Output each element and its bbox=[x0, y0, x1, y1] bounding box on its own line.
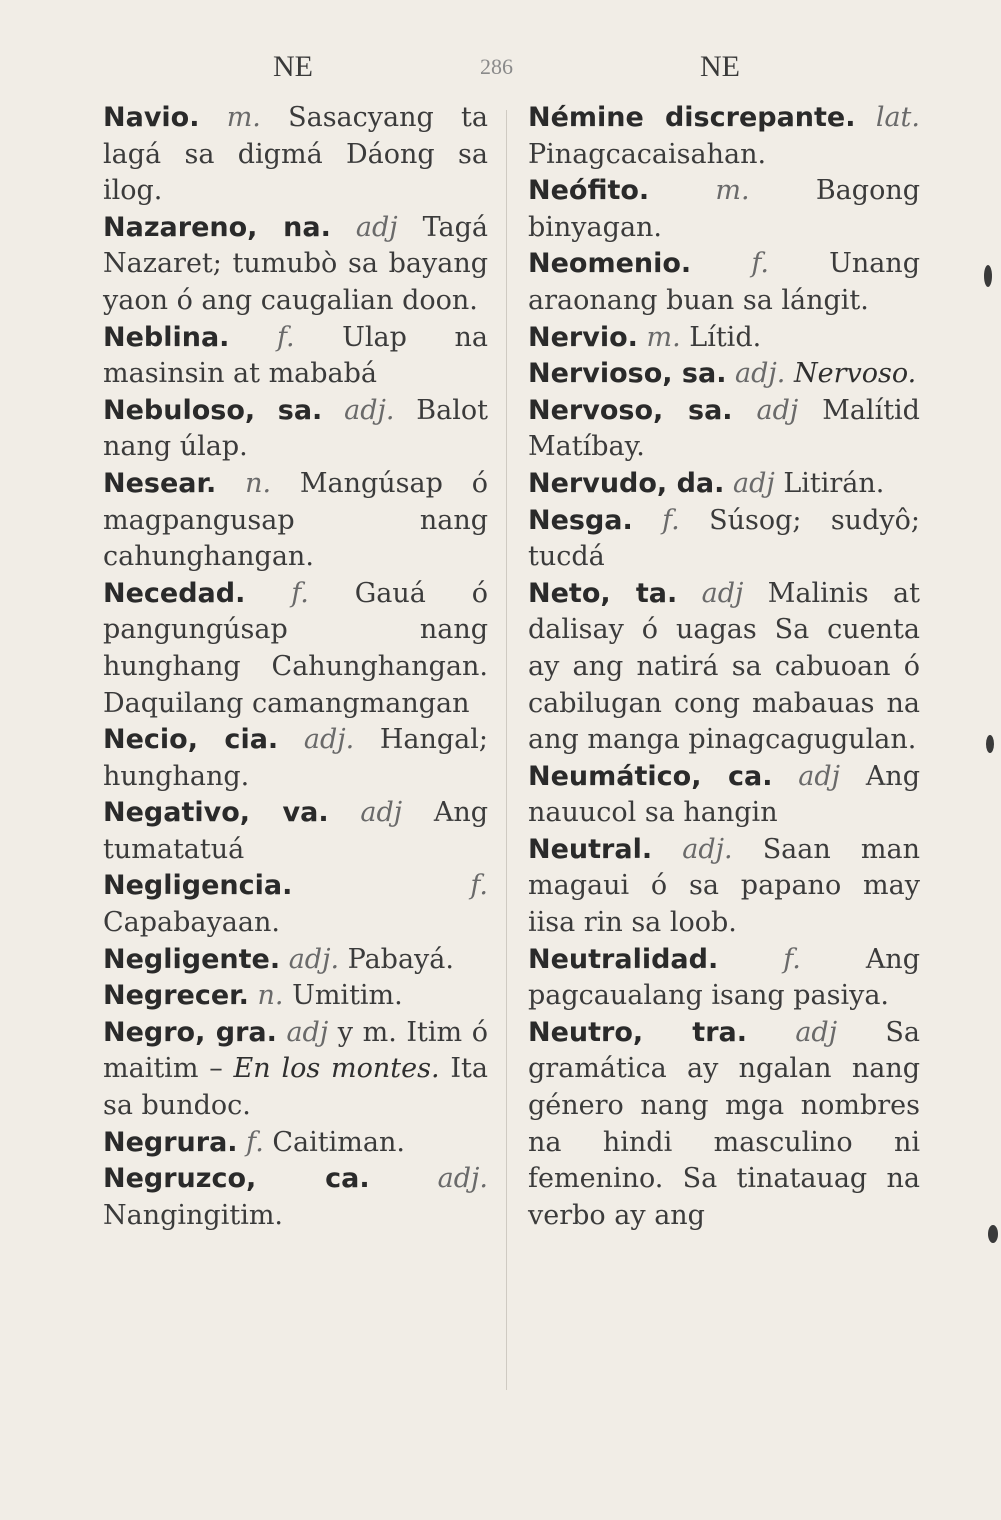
definition: Sasacyang ta lagá sa digmá Dáong sa ilog. bbox=[103, 102, 488, 207]
grammar-abbreviation: adj. bbox=[303, 724, 355, 756]
dictionary-entry bbox=[103, 868, 488, 941]
headword: Neblina. bbox=[103, 321, 230, 353]
dictionary-entry bbox=[103, 210, 488, 320]
grammar-abbreviation: adj. bbox=[288, 943, 340, 975]
definition: Saan man magaui ó sa papano may iisa rin sa loob. bbox=[528, 833, 920, 939]
headword: Nesear. bbox=[103, 467, 217, 499]
grammar-abbreviation: adj bbox=[732, 467, 775, 499]
headword: Negrecer. bbox=[103, 980, 249, 1012]
dictionary-entry bbox=[103, 1161, 488, 1234]
grammar-abbreviation: adj. bbox=[437, 1163, 488, 1195]
dictionary-entry bbox=[528, 393, 920, 466]
grammar-abbreviation: n. bbox=[257, 980, 284, 1012]
left-column bbox=[103, 100, 488, 1234]
definition: Hangal; hunghang. bbox=[103, 724, 488, 792]
dictionary-entry bbox=[528, 466, 920, 503]
definition: Capabayaan. bbox=[103, 907, 280, 939]
headword: Neófito. bbox=[528, 175, 650, 207]
grammar-abbreviation: f. bbox=[246, 1126, 264, 1158]
headword: Neomenio. bbox=[528, 248, 692, 280]
definition: Malinis at dalisay ó uagas Sa cuenta ay ang natirá sa cabuoan ó cabilugan cong mabauas na ang manga pinagcagugulan. bbox=[528, 577, 920, 756]
grammar-abbreviation: f. bbox=[783, 943, 801, 975]
italic-phrase: En los montes. bbox=[233, 1053, 440, 1085]
definition-continued: Ita sa bundoc. bbox=[103, 1053, 488, 1122]
grammar-abbreviation: m. bbox=[715, 175, 750, 207]
headword: Negligencia. bbox=[103, 870, 293, 902]
dictionary-entry bbox=[528, 100, 920, 173]
definition: Umitim. bbox=[292, 980, 403, 1012]
headword: Neutral. bbox=[528, 833, 653, 865]
dictionary-entry bbox=[528, 503, 920, 576]
grammar-abbreviation: f. bbox=[751, 248, 769, 280]
grammar-abbreviation: adj. bbox=[735, 358, 786, 390]
definition: Gauá ó pangungúsap nang hunghang Cahunghangan. Daquilang camangmangan bbox=[103, 577, 488, 719]
dictionary-entry bbox=[528, 356, 920, 393]
grammar-abbreviation: adj bbox=[286, 1016, 329, 1048]
definition: Unang araonang buan sa lángit. bbox=[528, 248, 920, 316]
grammar-abbreviation: f. bbox=[291, 577, 309, 609]
grammar-abbreviation: m. bbox=[646, 321, 681, 353]
definition: Malítid Matíbay. bbox=[528, 394, 920, 463]
dictionary-entry bbox=[528, 246, 920, 319]
definition: Ang pagcaualang isang pasiya. bbox=[528, 943, 920, 1012]
margin-speck bbox=[986, 735, 994, 753]
definition: Ulap na masinsin at mababá bbox=[103, 321, 488, 390]
grammar-abbreviation: adj bbox=[795, 1016, 838, 1048]
dictionary-entry bbox=[528, 1015, 920, 1235]
headword: Negruzco, ca. bbox=[103, 1163, 370, 1195]
grammar-abbreviation: m. bbox=[226, 102, 261, 133]
headword: Nervio. bbox=[528, 321, 638, 353]
grammar-abbreviation: f. bbox=[470, 870, 488, 902]
headword: Nazareno, na. bbox=[103, 211, 331, 243]
headword: Negrura. bbox=[103, 1126, 238, 1158]
dictionary-entry bbox=[528, 942, 920, 1015]
dictionary-entry bbox=[103, 466, 488, 576]
definition: Balot nang úlap. bbox=[103, 394, 488, 463]
headword: Neutro, tra. bbox=[528, 1016, 747, 1048]
definition: Ang nauucol sa hangin bbox=[528, 760, 920, 829]
definition: Litirán. bbox=[783, 467, 885, 499]
margin-speck bbox=[984, 265, 992, 287]
dictionary-entry bbox=[528, 576, 920, 759]
definition: Caitiman. bbox=[272, 1126, 405, 1158]
definition: Mangúsap ó magpangusap nang cahunghangan. bbox=[103, 467, 488, 573]
grammar-abbreviation: f. bbox=[277, 321, 295, 353]
dictionary-entry bbox=[103, 942, 488, 979]
definition: Pabayá. bbox=[347, 943, 454, 975]
grammar-abbreviation: adj bbox=[360, 797, 403, 829]
grammar-abbreviation: adj bbox=[756, 394, 799, 426]
headword: Nervioso, sa. bbox=[528, 358, 727, 390]
headword: Nebuloso, sa. bbox=[103, 394, 323, 426]
headword: Neutralidad. bbox=[528, 943, 719, 975]
definition: Súsog; sudyô; tucdá bbox=[528, 504, 920, 573]
grammar-abbreviation: adj bbox=[355, 211, 398, 243]
grammar-abbreviation: adj. bbox=[682, 833, 733, 865]
headword: Neumático, ca. bbox=[528, 760, 773, 792]
dictionary-entry bbox=[528, 759, 920, 832]
headword: Nervoso, sa. bbox=[528, 394, 733, 426]
definition: y m. Itim ó maitim – bbox=[103, 1016, 488, 1085]
grammar-abbreviation: n. bbox=[245, 467, 272, 499]
headword: Nervudo, da. bbox=[528, 467, 725, 499]
headword: Neto, ta. bbox=[528, 577, 678, 609]
dictionary-entry bbox=[103, 320, 488, 393]
definition: Bagong binyagan. bbox=[528, 175, 920, 243]
headword: Navio. bbox=[103, 102, 200, 133]
dictionary-entry bbox=[528, 832, 920, 942]
running-head-right: NE bbox=[700, 50, 740, 83]
definition: Nangingitim. bbox=[103, 1199, 284, 1231]
headword: Negro, gra. bbox=[103, 1016, 277, 1048]
headword: Némine discrepante. bbox=[528, 102, 856, 133]
grammar-abbreviation: lat. bbox=[875, 102, 920, 133]
grammar-abbreviation: adj bbox=[701, 577, 744, 609]
definition: Tagá Nazaret; tumubò sa bayang yaon ó ang caugalian doon. bbox=[103, 211, 488, 316]
dictionary-entry bbox=[103, 100, 488, 210]
grammar-abbreviation: adj bbox=[798, 760, 841, 792]
dictionary-entry bbox=[103, 1125, 488, 1162]
dictionary-entry bbox=[528, 173, 920, 246]
italic-phrase: Nervoso. bbox=[793, 358, 917, 390]
dictionary-entry bbox=[103, 393, 488, 466]
margin-speck bbox=[988, 1225, 998, 1243]
headword: Negativo, va. bbox=[103, 797, 329, 829]
page-header bbox=[0, 50, 1001, 100]
headword: Negligente. bbox=[103, 943, 281, 975]
definition: Lítid. bbox=[689, 321, 762, 353]
dictionary-entry bbox=[103, 795, 488, 868]
column-divider bbox=[506, 110, 507, 1390]
right-column bbox=[528, 100, 920, 1234]
page-number: 286 bbox=[480, 54, 513, 79]
dictionary-entry bbox=[103, 978, 488, 1015]
dictionary-entry bbox=[103, 1015, 488, 1125]
grammar-abbreviation: f. bbox=[662, 504, 680, 536]
definition: Ang tumatatuá bbox=[103, 797, 488, 865]
dictionary-entry bbox=[103, 576, 488, 722]
headword: Nesga. bbox=[528, 504, 633, 536]
running-head-left: NE bbox=[273, 50, 313, 83]
grammar-abbreviation: adj. bbox=[344, 394, 395, 426]
definition: Sa gramática ay ngalan nang género nang mga nombres na hindi masculino ni femenino. Sa tinatauag na verbo ay ang bbox=[528, 1016, 920, 1231]
headword: Necio, cia. bbox=[103, 724, 279, 756]
definition: Pinagcacaisahan. bbox=[528, 138, 767, 170]
headword: Necedad. bbox=[103, 577, 246, 609]
dictionary-entry bbox=[528, 320, 920, 357]
dictionary-entry bbox=[103, 722, 488, 795]
